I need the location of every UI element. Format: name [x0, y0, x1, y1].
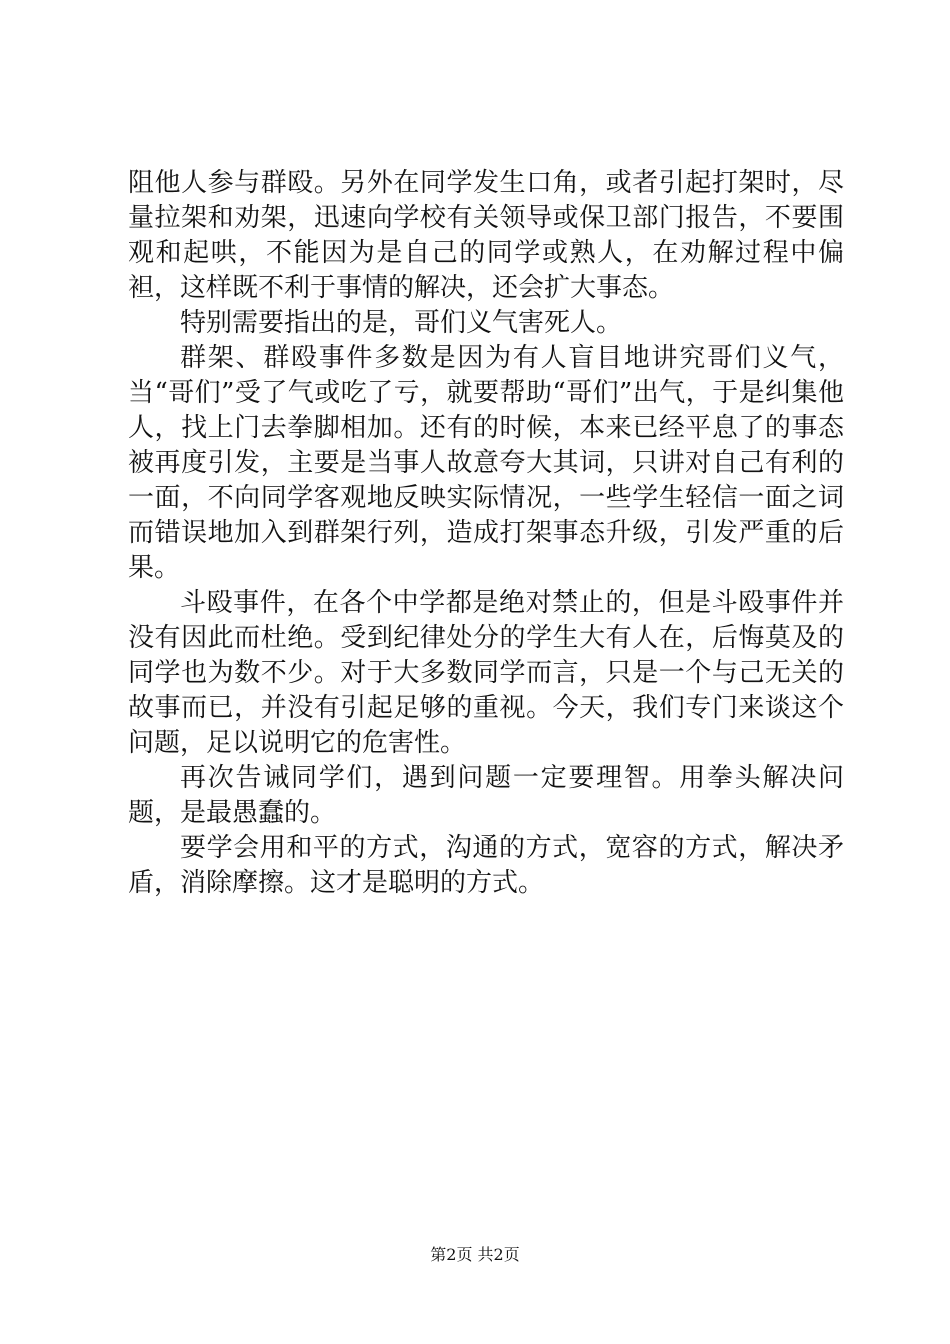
page-footer: 第2页 共2页 [430, 1245, 520, 1264]
paragraph: 要学会用和平的方式，沟通的方式，宽容的方式，解决矛盾，消除摩擦。这才是聪明的方式。 [128, 833, 844, 898]
paragraph: 群架、群殴事件多数是因为有人盲目地讲究哥们义气，当“哥们”受了气或吃了亏，就要帮助“哥们”出气，于是纠集他人，找上门去拳脚相加。还有的时候，本来已经平息了的事态被再度引发，主要是当事人故意夸大其词，只讲对自己有利的一面，不向同学客观地反映实际情况，一些学生轻信一面之词而错误地加入到群架行列，造成打架事态升级，引发严重的后果。 [128, 343, 844, 583]
paragraph-continued: 阻他人参与群殴。另外在同学发生口角，或者引起打架时，尽量拉架和劝架，迅速向学校有关领导或保卫部门报告，不要围观和起哄，不能因为是自己的同学或熟人，在劝解过程中偏袒，这样既不利于事情的解决，还会扩大事态。 [128, 168, 844, 303]
document-body [128, 166, 844, 901]
paragraph: 再次告诫同学们，遇到问题一定要理智。用拳头解决问题，是最愚蠢的。 [128, 763, 844, 828]
paragraph: 特别需要指出的是，哥们义气害死人。 [180, 308, 623, 338]
paragraph: 斗殴事件，在各个中学都是绝对禁止的，但是斗殴事件并没有因此而杜绝。受到纪律处分的学生大有人在，后悔莫及的同学也为数不少。对于大多数同学而言，只是一个与己无关的故事而已，并没有引起足够的重视。今天，我们专门来谈这个问题，足以说明它的危害性。 [128, 588, 844, 758]
